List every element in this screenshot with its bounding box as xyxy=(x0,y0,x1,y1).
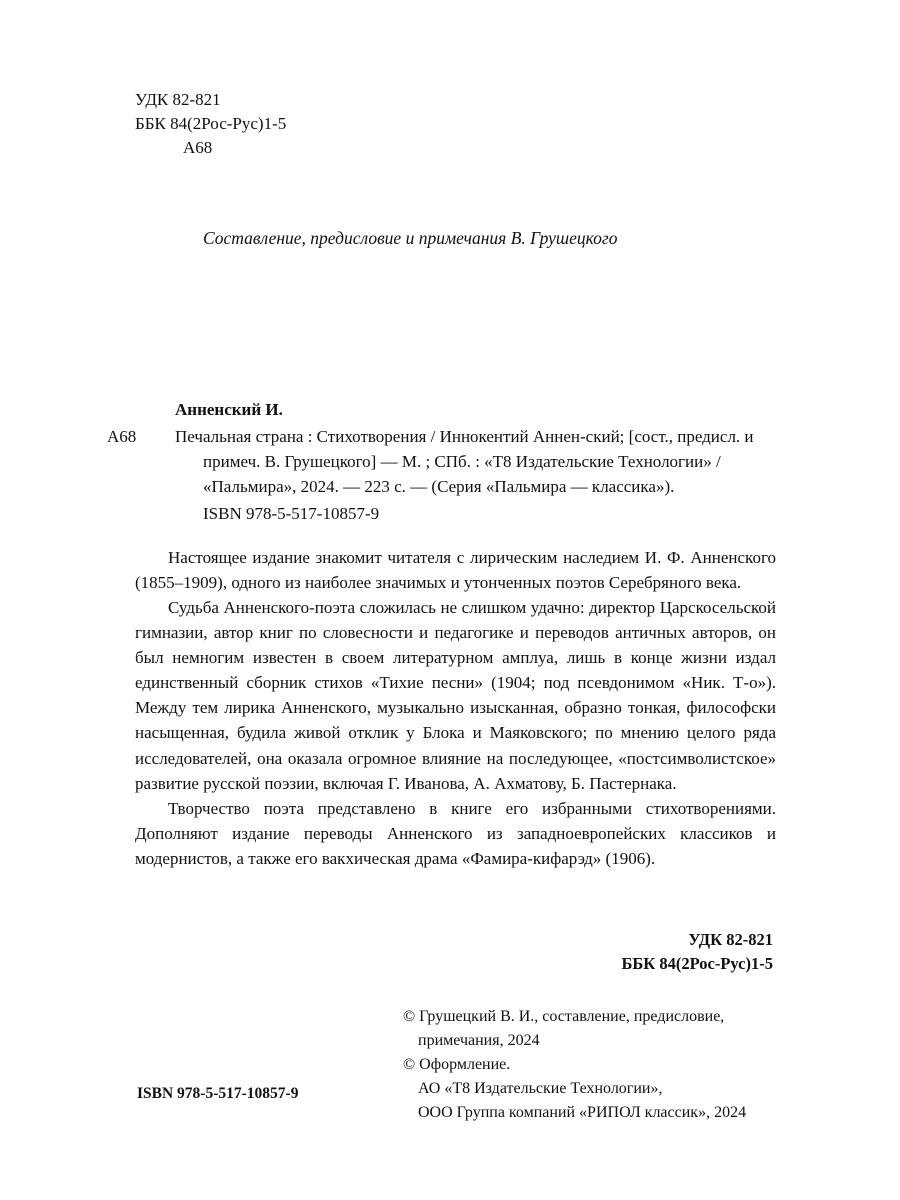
bbk-code-repeat: ББК 84(2Рос-Рус)1-5 xyxy=(621,953,773,973)
biblio-entry xyxy=(107,425,773,500)
biblio-author: Анненский И. xyxy=(175,400,283,419)
annotation-paragraph-3: Творчество поэта представлено в книге его избранными стихотворениями. Дополняют издание переводы Анненского из западноевропейских классиков и модернистов, а также его вакхическая драма «Фамира-кифарэд» (1906). xyxy=(135,798,776,868)
copyright-block xyxy=(403,1005,803,1125)
copyright-line-3: © Оформление. xyxy=(403,1056,511,1073)
author-sign-code: А68 xyxy=(183,138,213,158)
copyright-line-5: ООО Группа компаний «РИПОЛ классик», 2024 xyxy=(418,1104,747,1121)
classification-block xyxy=(135,88,286,160)
compiler-credit: Составление, предисловие и примечания В. Грушецкого xyxy=(203,228,618,248)
bibliographic-record xyxy=(107,398,773,527)
isbn-bottom: ISBN 978-5-517-10857-9 xyxy=(137,1085,299,1102)
copyright-line-4: АО «Т8 Издательские Технологии», xyxy=(418,1080,663,1097)
biblio-description: Печальная страна : Стихотворения / Иннокентий Аннен-ский; [сост., предисл. и примеч. В. Грушецкого] — М. ; СПб. : «Т8 Издательские Технологии» / «Пальмира», 2024. — 223 с. — (Серия «Пальмира — классика»). xyxy=(175,426,754,496)
annotation-paragraph-1: Настоящее издание знакомит читателя с лирическим наследием И. Ф. Анненского (1855–1909), одного из наиболее значимых и утонченных поэтов Серебряного века. xyxy=(135,548,776,593)
udk-code-repeat: УДК 82-821 xyxy=(688,930,773,949)
biblio-isbn: ISBN 978-5-517-10857-9 xyxy=(203,503,380,523)
copyright-line-2: примечания, 2024 xyxy=(418,1032,540,1049)
annotation-text xyxy=(135,545,776,871)
annotation-paragraph-2: Судьба Анненского-поэта сложилась не слишком удачно: директор Царскосельской гимназии, автор книг по словесности и педагогике и переводов античных авторов, он был немногим известен в своем литературном амплуа, лишь в конце жизни издал единственный сборник стихов «Тихие песни» (1904; под псевдонимом «Ник. Т-о»). Между тем лирика Анненского, музыкально изысканная, образно тонкая, философски насыщенная, будила живой отклик у Блока и Маяковского; по мнению целого ряда исследователей, она оказала огромное влияние на последующее, «постсимволистское» развитие русской поэзии, включая Г. Иванова, А. Ахматову, Б. Пастернака. xyxy=(135,598,776,793)
copyright-line-1: © Грушецкий В. И., составление, предисловие, xyxy=(403,1008,725,1025)
bbk-code: ББК 84(2Рос-Рус)1-5 xyxy=(135,114,287,134)
udk-code: УДК 82-821 xyxy=(135,90,221,109)
classification-repeat xyxy=(621,928,773,976)
biblio-code: А68 xyxy=(107,426,137,446)
